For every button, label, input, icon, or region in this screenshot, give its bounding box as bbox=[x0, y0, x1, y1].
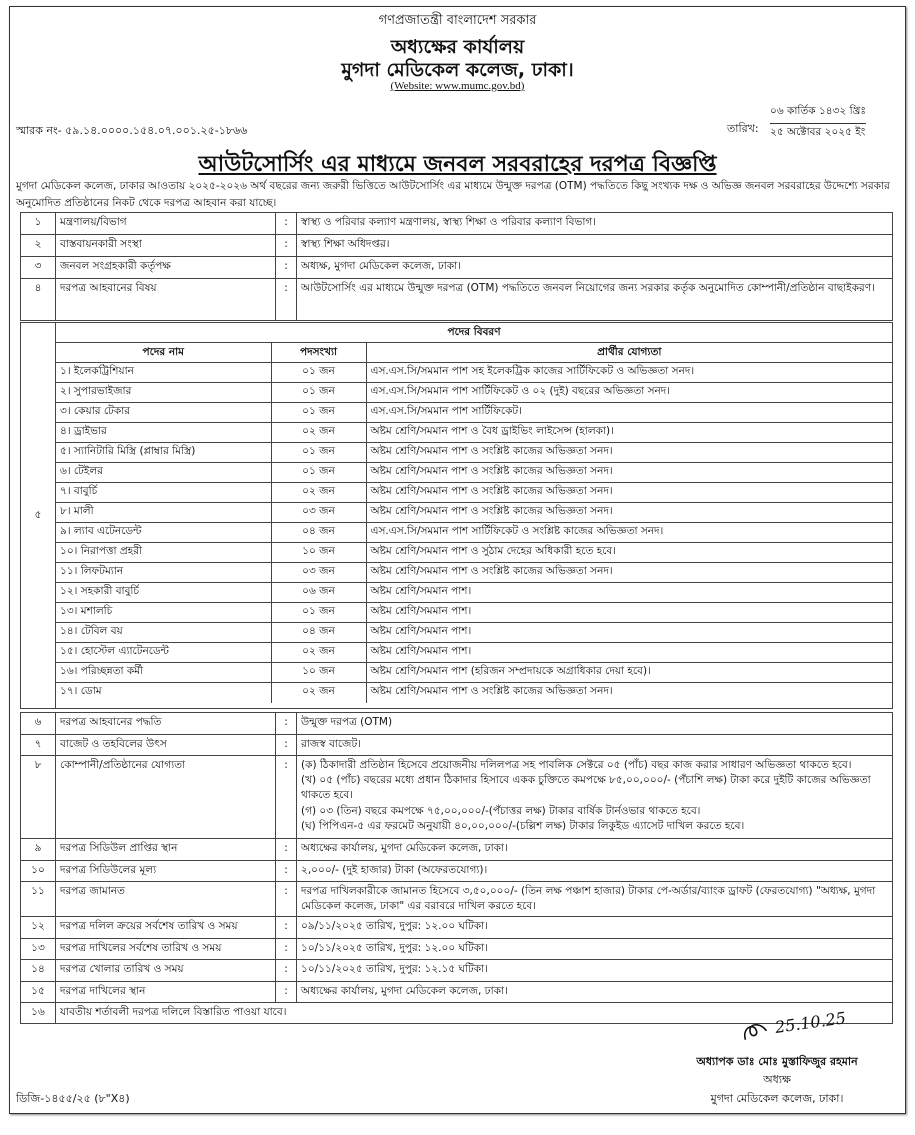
row-colon: : bbox=[276, 882, 297, 917]
post-row bbox=[56, 483, 892, 503]
post-row bbox=[56, 583, 892, 603]
info-row bbox=[21, 939, 893, 960]
post-name: ১। ইলেকট্রিশিয়ান bbox=[56, 363, 271, 383]
post-name: ১২। সহকারী বাবুর্চি bbox=[56, 583, 271, 603]
row-label: দরপত্র দাখিলের স্থান bbox=[56, 982, 276, 1003]
row-value: ০৯/১১/২০২৫ তারিখ, দুপুর: ১২.০০ ঘটিকা। bbox=[297, 917, 893, 939]
post-row bbox=[56, 423, 892, 443]
row-label: বাস্তবায়নকারী সংস্থা bbox=[56, 235, 276, 257]
post-count: ০২ জন bbox=[271, 643, 366, 663]
date-label: তারিখ: bbox=[727, 122, 759, 135]
post-name: ৪। ড্রাইভার bbox=[56, 423, 271, 443]
row-value: অধ্যক্ষের কার্যালয়, মুগদা মেডিকেল কলেজ, ঢাকা। bbox=[297, 982, 893, 1003]
row-label: দরপত্র খোলার তারিখ ও সময় bbox=[56, 960, 276, 982]
post-name: ১৫। হোস্টেল এ্যাটেনডেন্ট bbox=[56, 643, 271, 663]
row-colon: : bbox=[276, 917, 297, 939]
post-count: ০১ জন bbox=[271, 363, 366, 383]
post-qualification: অষ্টম শ্রেণি/সমমান পাশ। bbox=[366, 623, 892, 643]
info-row bbox=[21, 257, 893, 279]
info-row bbox=[21, 756, 893, 839]
post-name: ৫। স্যানিটারি মিস্ত্রি (প্লাম্বার মিস্ত্রি) bbox=[56, 443, 271, 463]
post-name: ১৪। টেবিল বয় bbox=[56, 623, 271, 643]
row-number: ৪ bbox=[21, 279, 56, 321]
row-number: ১৩ bbox=[21, 939, 56, 960]
row-value: রাজস্ব বাজেট। bbox=[297, 735, 893, 756]
info-row bbox=[21, 279, 893, 321]
post-count: ০৩ জন bbox=[271, 503, 366, 523]
row-number: ১ bbox=[21, 213, 56, 235]
notice-title: আউটসোর্সিং এর মাধ্যমে জনবল সরবরাহের দরপত্র বিজ্ঞপ্তি bbox=[198, 152, 717, 177]
row-number: ১২ bbox=[21, 917, 56, 939]
post-row bbox=[56, 383, 892, 403]
row-colon: : bbox=[276, 982, 297, 1003]
post-name: ১৭। ডোম bbox=[56, 683, 271, 703]
post-name: ১১। লিফটম্যান bbox=[56, 563, 271, 583]
posts-caption: পদের বিবরণ bbox=[56, 323, 892, 343]
row-label: দরপত্র জামানত bbox=[56, 882, 276, 917]
qualification-line: (গ) ০৩ (তিন) বছরে কমপক্ষে ৭৫,০০,০০০/-(পঁচাত্তর লক্ষ) টাকার বার্ষিক টার্নওভার থাকতে হবে। bbox=[301, 804, 701, 817]
info-row bbox=[21, 861, 893, 882]
header-post-count: পদসংখ্যা bbox=[271, 343, 366, 363]
row-number: ৯ bbox=[21, 839, 56, 861]
row-label: জনবল সংগ্রহকারী কর্তৃপক্ষ bbox=[56, 257, 276, 279]
header-post-name: পদের নাম bbox=[56, 343, 271, 363]
info-row bbox=[21, 960, 893, 982]
post-row bbox=[56, 603, 892, 623]
post-qualification: অষ্টম শ্রেণি/সমমান পাশ। bbox=[366, 603, 892, 623]
row-label: দরপত্র সিডিউলের মূল্য bbox=[56, 861, 276, 882]
row-label: দরপত্র দলিল ক্রয়ের সর্বশেষ তারিখ ও সময় bbox=[56, 917, 276, 939]
row-value: উন্মুক্ত দরপত্র (OTM) bbox=[297, 713, 893, 735]
header-qualification: প্রার্থীর যোগ্যতা bbox=[366, 343, 892, 363]
post-row bbox=[56, 663, 892, 683]
row-value: স্বাস্থ্য শিক্ষা অধিদপ্তর। bbox=[297, 235, 893, 257]
row-value bbox=[297, 756, 893, 839]
row-value: ২,০০০/- (দুই হাজার) টাকা (অফেরতযোগ্য)। bbox=[297, 861, 893, 882]
row-label: মন্ত্রণালয়/বিভাগ bbox=[56, 213, 276, 235]
post-qualification: এস.এস.সি/সমমান পাশ সহ ইলেকট্রিক কাজের সার্টিফিকেট ও অভিজ্ঞতা সনদ। bbox=[366, 363, 892, 383]
row-label: কোম্পানী/প্রতিষ্ঠানের যোগ্যতা bbox=[56, 756, 276, 839]
row-colon: : bbox=[276, 279, 297, 321]
post-qualification: অষ্টম শ্রেণি/সমমান পাশ ও বৈধ ড্রাইভিং লাইসেন্স (হালকা)। bbox=[366, 423, 892, 443]
row-number: ১১ bbox=[21, 882, 56, 917]
post-name: ৩। কেয়ার টেকার bbox=[56, 403, 271, 423]
row-number: ৮ bbox=[21, 756, 56, 839]
post-count: ০১ জন bbox=[271, 463, 366, 483]
row-colon: : bbox=[276, 861, 297, 882]
row-value: আউটসোর্সিং এর মাধ্যমে উন্মুক্ত দরপত্র (OTM) পদ্ধতিতে জনবল নিয়োগের জন্য সরকার কর্তৃক অনুমোদিত কোম্পানী/প্রতিষ্ঠান বাছাইকরণ। bbox=[297, 279, 893, 321]
memo-number: স্মারক নং- ৫৯.১৪.০০০০.১৫৪.০৭.০০১.২৫-১৮৬৬ bbox=[16, 124, 248, 137]
post-row bbox=[56, 683, 892, 703]
post-count: ০১ জন bbox=[271, 403, 366, 423]
row-colon: : bbox=[276, 960, 297, 982]
row-number: ৫ bbox=[21, 323, 56, 709]
post-qualification: এস.এস.সি/সমমান পাশ সার্টিফিকেট ও ০২ (দুই) বছরের অভিজ্ঞতা সনদ। bbox=[366, 383, 892, 403]
website-link[interactable]: (Website: www.mumc.gov.bd) bbox=[390, 80, 525, 92]
post-qualification: অষ্টম শ্রেণি/সমমান পাশ ও সুঠাম দেহের অধিকারী হতে হবে। bbox=[366, 543, 892, 563]
row-label: দরপত্র সিডিউল প্রাপ্তির স্থান bbox=[56, 839, 276, 861]
intro-paragraph: মুগদা মেডিকেল কলেজ, ঢাকার আওতায় ২০২৫-২০২৬ অর্থ বছরের জন্য জরুরী ভিত্তিতে আউটসোর্সিং এর মাধ্যমে উন্মুক্ত দরপত্র (OTM) পদ্ধতিতে কিছু সংখ্যক দক্ষ ও অভিজ্ঞ জনবল সরবরাহের উদ্দেশ্যে সরকার অনুমোদিত প্রতিষ্ঠানের নিকট থেকে দরপত্র আহবান করা যাচ্ছে। bbox=[16, 180, 890, 209]
post-row bbox=[56, 523, 892, 543]
row-label: দরপত্র দাখিলের সর্বশেষ তারিখ ও সময় bbox=[56, 939, 276, 960]
post-count: ০১ জন bbox=[271, 443, 366, 463]
post-qualification: অষ্টম শ্রেণি/সমমান পাশ ও সংশ্লিষ্ট কাজের অভিজ্ঞতা সনদ। bbox=[366, 443, 892, 463]
row-value: দরপত্র দাখিলকারীকে জামানত হিসেবে ৩,৫০,০০০/- (তিন লক্ষ পঞ্চাশ হাজার) টাকার পে-অর্ডার/ব্যাংক ড্রাফট (ফেরতযোগ্য) "অধ্যক্ষ, মুগদা মেডিকেল কলেজ, ঢাকা" এর বরাবরে দাখিল করতে হবে। bbox=[297, 882, 893, 917]
post-name: ১৬। পরিচ্ছন্নতা কর্মী bbox=[56, 663, 271, 683]
post-count: ০৬ জন bbox=[271, 583, 366, 603]
info-row bbox=[21, 213, 893, 235]
post-qualification: এস.এস.সি/সমমান পাশ সার্টিফিকেট ও সংশ্লিষ্ট কাজের অভিজ্ঞতা সনদ। bbox=[366, 523, 892, 543]
date-bangla: ০৬ কার্তিক ১৪৩২ খ্রিঃ bbox=[770, 104, 866, 124]
row-colon: : bbox=[276, 939, 297, 960]
signatory-name: অধ্যাপক ডাঃ মোঃ মুস্তাফিজুর রহমান bbox=[696, 1055, 858, 1068]
signatory-college: মুগদা মেডিকেল কলেজ, ঢাকা। bbox=[710, 1092, 844, 1105]
date-english: ২৫ অক্টোবর ২০২৫ ইং bbox=[770, 126, 866, 138]
info-row bbox=[21, 735, 893, 756]
office-heading: অধ্যক্ষের কার্যালয় bbox=[390, 36, 525, 58]
post-name: ১৩। মশালচি bbox=[56, 603, 271, 623]
post-name: ৬। টেইলর bbox=[56, 463, 271, 483]
signature-date: 25.10.25 bbox=[773, 1008, 848, 1037]
row-colon: : bbox=[276, 735, 297, 756]
post-row bbox=[56, 463, 892, 483]
row-colon: : bbox=[276, 235, 297, 257]
post-count: ১০ জন bbox=[271, 543, 366, 563]
govt-heading: গণপ্রজাতন্ত্রী বাংলাদেশ সরকার bbox=[378, 13, 537, 28]
row-value: ১০/১১/২০২৫ তারিখ, দুপুর: ১২.১৫ ঘটিকা। bbox=[297, 960, 893, 982]
row-number: ৬ bbox=[21, 713, 56, 735]
post-count: ০২ জন bbox=[271, 683, 366, 703]
tender-details-table bbox=[20, 712, 893, 1024]
qualification-line: (খ) ০৫ (পাঁচ) বছরের মধ্যে প্রধান ঠিকাদার হিসাবে একক চুক্তিতে কমপক্ষে ৮৫,০০,০০০/- (পঁচাশি লক্ষ) টাকা করে দুইটি কাজের অভিজ্ঞতা থাকতে হবে। bbox=[301, 774, 871, 802]
info-row bbox=[21, 917, 893, 939]
post-count: ০২ জন bbox=[271, 423, 366, 443]
post-count: ০১ জন bbox=[271, 603, 366, 623]
qualification-line: (ক) ঠিকাদারী প্রতিষ্ঠান হিসেবে প্রয়োজনীয় দলিলপত্র সহ পাবলিক সেক্টরে ০৫ (পাঁচ) বছর কাজ করার সাধারণ অভিজ্ঞতা থাকতে হবে। bbox=[301, 759, 852, 771]
row-value: অধ্যক্ষ, মুগদা মেডিকেল কলেজ, ঢাকা। bbox=[297, 257, 893, 279]
post-name: ২। সুপারভাইজার bbox=[56, 383, 271, 403]
row-number: ৭ bbox=[21, 735, 56, 756]
row-label: দরপত্র আহবানের পদ্ধতি bbox=[56, 713, 276, 735]
row-label: দরপত্র আহবানের বিষয় bbox=[56, 279, 276, 321]
row-colon: : bbox=[276, 839, 297, 861]
row-colon: : bbox=[276, 213, 297, 235]
row-number: ১৫ bbox=[21, 982, 56, 1003]
info-row bbox=[21, 713, 893, 735]
row-number: ৩ bbox=[21, 257, 56, 279]
posts-table bbox=[20, 322, 893, 709]
post-qualification: অষ্টম শ্রেণি/সমমান পাশ ও সংশ্লিষ্ট কাজের অভিজ্ঞতা সনদ। bbox=[366, 503, 892, 523]
row-label: বাজেট ও তহবিলের উৎস bbox=[56, 735, 276, 756]
post-row bbox=[56, 403, 892, 423]
info-row bbox=[21, 839, 893, 861]
post-name: ১০। নিরাপত্তা প্রহরী bbox=[56, 543, 271, 563]
posts-inner-table bbox=[56, 323, 892, 703]
row-number: ১৪ bbox=[21, 960, 56, 982]
general-info-table bbox=[20, 212, 893, 321]
post-count: ১০ জন bbox=[271, 663, 366, 683]
info-row bbox=[21, 882, 893, 917]
post-count: ০১ জন bbox=[271, 383, 366, 403]
post-qualification: অষ্টম শ্রেণি/সমমান পাশ ও সংশ্লিষ্ট কাজের অভিজ্ঞতা সনদ। bbox=[366, 483, 892, 503]
signature-icon bbox=[739, 1018, 772, 1044]
row-colon: : bbox=[276, 713, 297, 735]
post-row bbox=[56, 443, 892, 463]
row-value: ১০/১১/২০২৫ তারিখ, দুপুর: ১২.০০ ঘটিকা। bbox=[297, 939, 893, 960]
signatory-designation: অধ্যক্ষ bbox=[763, 1073, 791, 1086]
row-value: স্বাস্থ্য ও পরিবার কল্যাণ মন্ত্রণালয়, স্বাস্থ্য শিক্ষা ও পরিবার কল্যাণ বিভাগ। bbox=[297, 213, 893, 235]
post-count: ০২ জন bbox=[271, 483, 366, 503]
footer-code: ডিজি-১৪৫৫/২৫ (৮"X৪) bbox=[16, 1092, 130, 1105]
post-qualification: এস.এস.সি/সমমান পাশ সার্টিফিকেট। bbox=[366, 403, 892, 423]
row-colon: : bbox=[276, 756, 297, 839]
post-row bbox=[56, 363, 892, 383]
post-qualification: অষ্টম শ্রেণি/সমমান পাশ ও সংশ্লিষ্ট কাজের অভিজ্ঞতা সনদ। bbox=[366, 563, 892, 583]
row-number: ১০ bbox=[21, 861, 56, 882]
post-row bbox=[56, 623, 892, 643]
post-name: ৮। মালী bbox=[56, 503, 271, 523]
post-qualification: অষ্টম শ্রেণি/সমমান পাশ। bbox=[366, 643, 892, 663]
post-qualification: অষ্টম শ্রেণি/সমমান পাশ ও সংশ্লিষ্ট কাজের অভিজ্ঞতা সনদ। bbox=[366, 463, 892, 483]
terms-note: যাবতীয় শর্তাবলী দরপত্র দলিলে বিস্তারিত পাওয়া যাবে। bbox=[56, 1003, 893, 1023]
row-number: ২ bbox=[21, 235, 56, 257]
post-row bbox=[56, 503, 892, 523]
info-row bbox=[21, 982, 893, 1003]
post-row bbox=[56, 543, 892, 563]
row-number: ১৬ bbox=[21, 1003, 56, 1023]
post-count: ০৪ জন bbox=[271, 523, 366, 543]
post-row bbox=[56, 563, 892, 583]
post-name: ৭। বাবুর্চি bbox=[56, 483, 271, 503]
post-name: ৯। ল্যাব এটেনডেন্ট bbox=[56, 523, 271, 543]
post-qualification: অষ্টম শ্রেণি/সমমান পাশ (হরিজন সম্প্রদায়কে অগ্রাধিকার দেয়া হবে)। bbox=[366, 663, 892, 683]
post-row bbox=[56, 643, 892, 663]
post-count: ০৩ জন bbox=[271, 563, 366, 583]
post-qualification: অষ্টম শ্রেণি/সমমান পাশ। bbox=[366, 583, 892, 603]
info-row bbox=[21, 235, 893, 257]
qualification-line: (ঘ) পিপিএন-৫ এর ফরমেট অনুযায়ী ৪০,০০,০০০/-(চল্লিশ লক্ষ) টাকার লিকুইড এ্যাসেট দাখিল করতে হবে। bbox=[301, 819, 745, 832]
post-qualification: অষ্টম শ্রেণি/সমমান পাশ ও সংশ্লিষ্ট কাজের অভিজ্ঞতা সনদ। bbox=[366, 683, 892, 703]
row-value: অধ্যক্ষের কার্যালয়, মুগদা মেডিকেল কলেজ, ঢাকা। bbox=[297, 839, 893, 861]
college-heading: মুগদা মেডিকেল কলেজ, ঢাকা। bbox=[341, 59, 574, 81]
row-colon: : bbox=[276, 257, 297, 279]
post-count: ০৪ জন bbox=[271, 623, 366, 643]
